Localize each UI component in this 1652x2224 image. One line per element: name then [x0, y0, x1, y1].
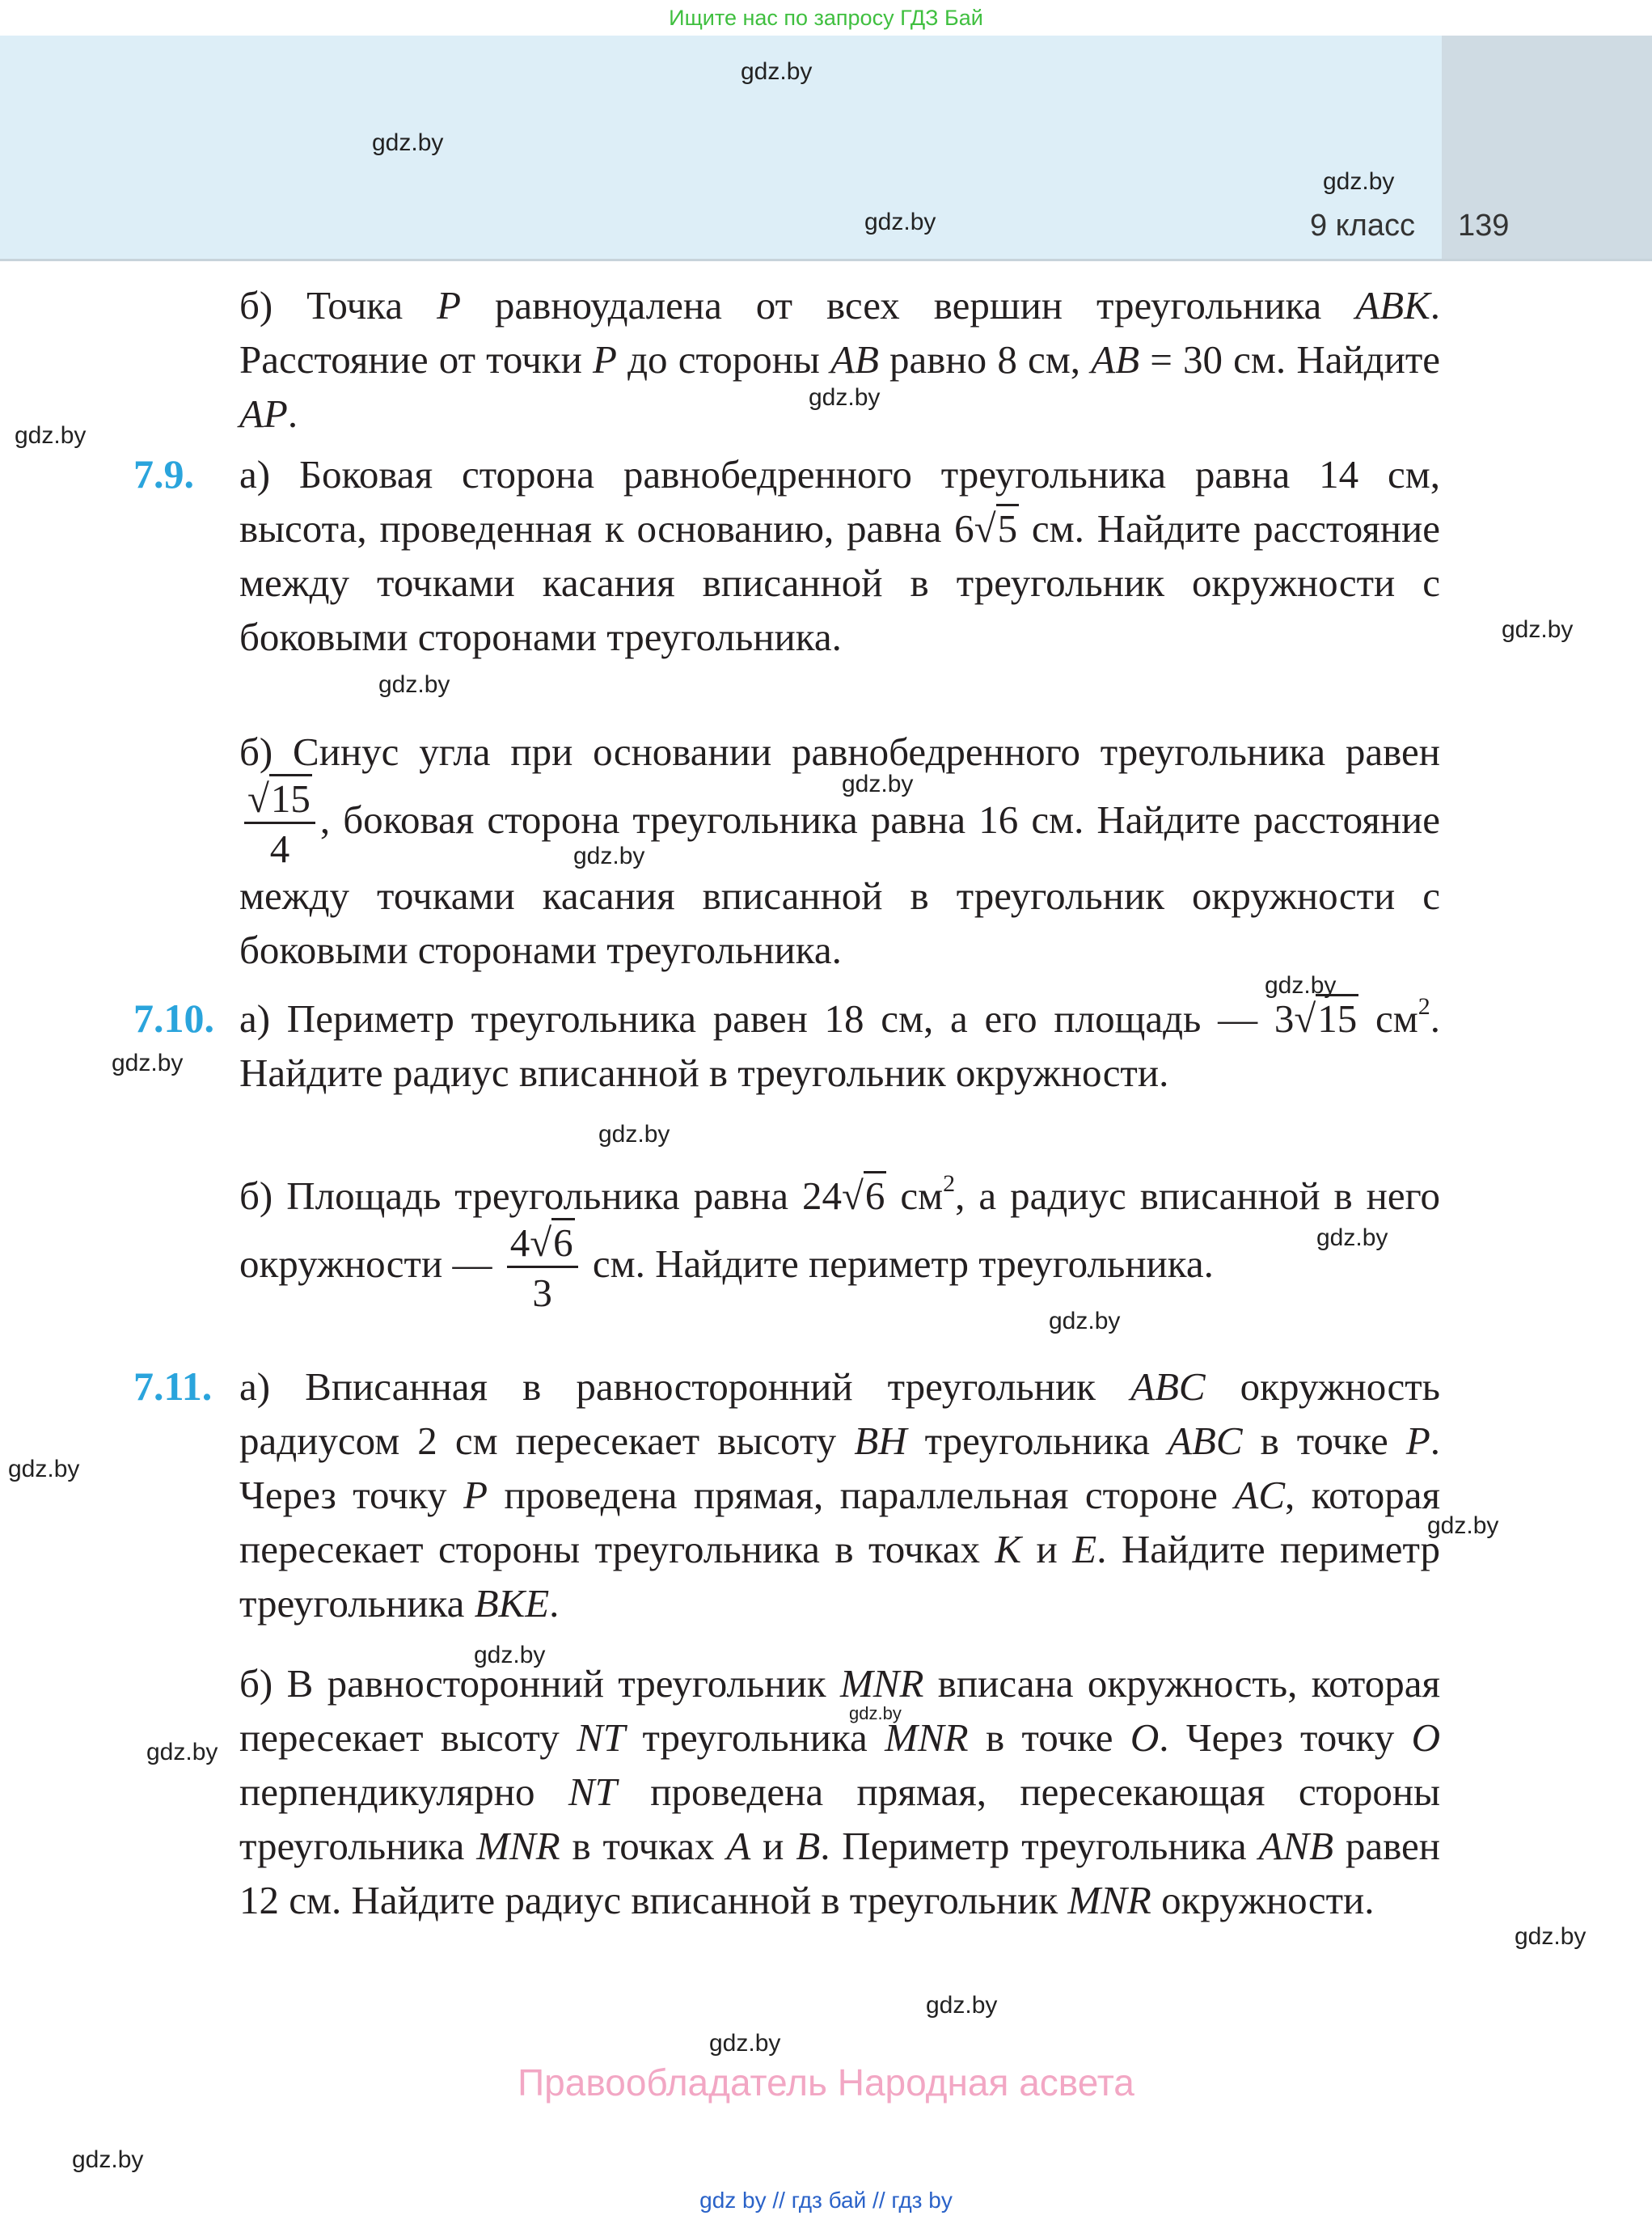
fraction: $\frac{4√6}{3}$ — [507, 1223, 578, 1313]
watermark: gdz.by — [1265, 972, 1337, 999]
watermark: gdz.by — [573, 843, 645, 869]
watermark: gdz.by — [8, 1456, 80, 1482]
watermark: gdz.by — [112, 1050, 184, 1076]
problem-7-8-b: б) Точка P равноудалена от всех вершин треугольника ABK. Расстояние от точки P до стороны AB равно 8 см, AB = 30 см. Найдите AP. — [239, 283, 1441, 436]
problem-number: 7.10. — [133, 996, 214, 1041]
sqrt-sign: √ — [974, 506, 996, 551]
sqrt-sign: √ — [841, 1173, 864, 1218]
watermark: gdz.by — [1427, 1512, 1499, 1539]
problem-7-9-a: а) Боковая сторона равнобедренного треугольника равна 14 см, высота, проведенная к основанию, равна 6√5 см. Найдите расстояние между точками касания вписанной в треугольник окружности с боковыми сторонами треугольника. — [239, 452, 1440, 659]
problem-7-11-a: а) Вписанная в равносторонний треугольник ABC окружность радиусом 2 см пересекает высоту BH треугольника ABC в точке P. Через точку P проведена прямая, параллельная стороне AC, которая пересекает стороны треугольника в точках K и E. Найдите периметр треугольника BKE. — [239, 1364, 1440, 1626]
watermark: gdz.by — [378, 671, 450, 698]
footer-links[interactable]: gdz by // гдз бай // гдз by — [699, 2188, 953, 2213]
watermark: gdz.by — [15, 422, 87, 449]
problem-7-10-a: а) Периметр треугольника равен 18 см, а его площадь — 3√15 $см^2$. Найдите радиус вписанной в треугольник окружности. — [239, 993, 1440, 1095]
watermark: gdz.by — [1049, 1308, 1121, 1334]
watermark: gdz.by — [864, 209, 936, 235]
watermark: gdz.by — [72, 2146, 144, 2173]
watermark: gdz.by — [1502, 616, 1574, 643]
sqrt-sign: √ — [1294, 996, 1316, 1041]
watermark: gdz.by — [709, 2030, 781, 2057]
watermark: gdz.by — [849, 1703, 902, 1723]
watermark: gdz.by — [926, 1992, 998, 2019]
sqrt-sign: √ — [247, 776, 269, 821]
search-banner[interactable]: Ищите нас по запросу ГДЗ Бай — [669, 6, 983, 30]
page-number: 139 — [1458, 209, 1510, 243]
watermark: gdz.by — [741, 58, 813, 85]
fraction: $\frac{√15}{4}$ — [244, 779, 315, 869]
copyright-notice: Правообладатель Народная асвета — [518, 2061, 1134, 2103]
watermark: gdz.by — [474, 1642, 546, 1668]
problem-number: 7.11. — [133, 1364, 213, 1409]
watermark: gdz.by — [598, 1121, 670, 1148]
watermark: gdz.by — [372, 129, 444, 156]
grade-label: 9 класс — [1309, 209, 1415, 243]
watermark: gdz.by — [809, 384, 881, 411]
watermark: gdz.by — [1323, 168, 1395, 195]
problem-7-11-b: б) В равносторонний треугольник MNR вписана окружность, которая пересекает высоту NT треугольника MNR в точке O. Через точку O перпендикулярно NT проведена прямая, пересекающая стороны треугольника MNR в точках A и B. Периметр треугольника ANB равен 12 см. Найдите радиус вписанной в треугольник MNR окружности. — [239, 1661, 1440, 1922]
watermark: gdz.by — [842, 771, 914, 797]
problem-7-9-b: б) Синус угла при основании равнобедренного треугольника равен $\frac{√15}{4}$ , боковая сторона треугольника равна 16 см. Найдите расстояние между точками касания вписанной в треугольник окружности с боковыми сторонами треугольника. — [239, 729, 1440, 972]
problem-7-10-b: б) Площадь треугольника равна 24√6 $см^2$, а радиус вписанной в него окружности — $\frac{4√6}{3}$ см. Найдите периметр треугольника. — [239, 1170, 1440, 1315]
problem-number: 7.9. — [133, 451, 194, 497]
watermark: gdz.by — [146, 1739, 218, 1765]
watermark: gdz.by — [1515, 1923, 1587, 1950]
watermark: gdz.by — [1316, 1224, 1388, 1251]
sqrt-sign: √ — [530, 1220, 552, 1265]
